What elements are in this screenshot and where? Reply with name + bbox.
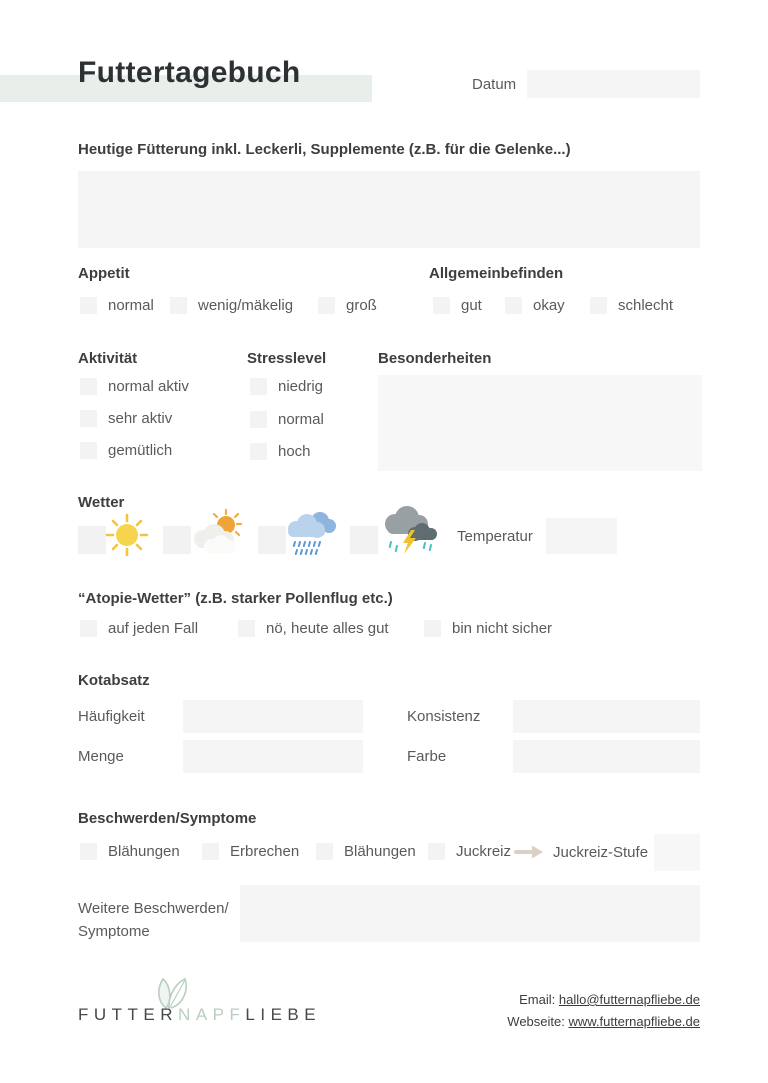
checkbox[interactable] xyxy=(318,297,335,314)
checkbox-item-blaehungen-1[interactable] xyxy=(80,843,180,860)
checkbox-item-atopie-ja[interactable] xyxy=(80,620,198,637)
checkbox-label: normal xyxy=(278,411,324,428)
checkbox-label: okay xyxy=(533,297,565,314)
checkbox-item-aktivitaet-gemuetlich[interactable] xyxy=(80,442,172,459)
checkbox[interactable] xyxy=(505,297,522,314)
checkbox-item-atopie-unsicher[interactable] xyxy=(424,620,552,637)
checkbox[interactable] xyxy=(433,297,450,314)
feeding-heading: Heutige Fütterung inkl. Leckerli, Supplemente (z.B. für die Gelenke...) xyxy=(78,141,571,158)
checkbox-label: niedrig xyxy=(278,378,324,395)
thunder-cloud-icon xyxy=(380,506,440,558)
checkbox-item-stress-niedrig[interactable] xyxy=(250,378,323,395)
checkbox-item-appetit-gross[interactable] xyxy=(318,297,377,314)
checkbox-label: gemütlich xyxy=(108,442,173,459)
kotabsatz-heading: Kotabsatz xyxy=(78,672,150,689)
checkbox-weather-thunder[interactable] xyxy=(350,526,378,554)
page-title: Futtertagebuch xyxy=(78,56,301,89)
checkbox[interactable] xyxy=(80,410,97,427)
checkbox-label: Blähungen xyxy=(108,843,180,860)
checkbox-label: sehr aktiv xyxy=(108,410,173,427)
checkbox-item-aktivitaet-sehr[interactable] xyxy=(80,410,172,427)
checkbox-item-appetit-normal[interactable] xyxy=(80,297,154,314)
checkbox[interactable] xyxy=(80,843,97,860)
checkbox-item-befinden-okay[interactable] xyxy=(505,297,565,314)
checkbox-weather-sun[interactable] xyxy=(78,526,106,554)
checkbox-label: bin nicht sicher xyxy=(452,620,553,637)
sun-icon xyxy=(104,512,150,558)
website-line xyxy=(507,1011,700,1033)
checkbox[interactable] xyxy=(250,443,267,460)
aktivitaet-heading: Aktivität xyxy=(78,350,138,367)
footer-contact xyxy=(507,989,700,1033)
arrow-right-icon xyxy=(513,844,545,860)
farbe-input[interactable] xyxy=(513,740,700,773)
stresslevel-heading: Stresslevel xyxy=(247,350,327,367)
checkbox-item-befinden-schlecht[interactable] xyxy=(590,297,673,314)
besonderheiten-heading: Besonderheiten xyxy=(378,350,492,367)
juckreiz-stufe-label: Juckreiz-Stufe xyxy=(553,844,649,861)
allgemeinbefinden-heading: Allgemeinbefinden xyxy=(429,265,564,282)
checkbox[interactable] xyxy=(80,378,97,395)
farbe-label: Farbe xyxy=(407,748,447,765)
rain-cloud-icon xyxy=(282,508,340,558)
checkbox[interactable] xyxy=(80,620,97,637)
konsistenz-label: Konsistenz xyxy=(407,708,481,725)
checkbox-label: Juckreiz xyxy=(456,843,512,860)
checkbox[interactable] xyxy=(590,297,607,314)
weitere-beschwerden-label xyxy=(78,897,229,943)
logo-part-liebe: LIEBE xyxy=(245,1005,322,1024)
checkbox-item-erbrechen[interactable] xyxy=(202,843,299,860)
checkbox-label: normal aktiv xyxy=(108,378,189,395)
date-label: Datum xyxy=(472,76,517,93)
checkbox-item-blaehungen-2[interactable] xyxy=(316,843,416,860)
checkbox-item-atopie-nein[interactable] xyxy=(238,620,389,637)
menge-label: Menge xyxy=(78,748,124,765)
checkbox-label: normal xyxy=(108,297,154,314)
feeding-textarea[interactable] xyxy=(78,171,700,248)
checkbox[interactable] xyxy=(80,297,97,314)
juckreiz-stufe-input[interactable] xyxy=(654,834,700,871)
logo-part-napf: NAPF xyxy=(178,1005,246,1024)
checkbox-label: groß xyxy=(346,297,377,314)
konsistenz-input[interactable] xyxy=(513,700,700,733)
checkbox-item-juckreiz[interactable] xyxy=(428,843,511,860)
beschwerden-heading: Beschwerden/Symptome xyxy=(78,810,257,827)
checkbox[interactable] xyxy=(202,843,219,860)
checkbox-label: Blähungen xyxy=(344,843,416,860)
sun-behind-cloud-icon xyxy=(188,508,246,558)
checkbox[interactable] xyxy=(428,843,445,860)
checkbox-item-aktivitaet-normal[interactable] xyxy=(80,378,189,395)
menge-input[interactable] xyxy=(183,740,363,773)
checkbox-label: hoch xyxy=(278,443,311,460)
checkbox-label: auf jeden Fall xyxy=(108,620,199,637)
checkbox-label: schlecht xyxy=(618,297,674,314)
checkbox[interactable] xyxy=(80,442,97,459)
checkbox[interactable] xyxy=(424,620,441,637)
checkbox[interactable] xyxy=(238,620,255,637)
checkbox-item-appetit-wenig[interactable] xyxy=(170,297,293,314)
checkbox-label: Erbrechen xyxy=(230,843,300,860)
checkbox[interactable] xyxy=(170,297,187,314)
wetter-heading: Wetter xyxy=(78,494,125,511)
checkbox[interactable] xyxy=(250,378,267,395)
checkbox-label: gut xyxy=(461,297,482,314)
checkbox-weather-partly-cloudy[interactable] xyxy=(163,526,191,554)
checkbox-item-stress-normal[interactable] xyxy=(250,411,324,428)
brand-logo xyxy=(78,1005,321,1025)
haeufigkeit-input[interactable] xyxy=(183,700,363,733)
besonderheiten-textarea[interactable] xyxy=(378,375,702,471)
weitere-beschwerden-label-line1: Weitere Beschwerden/ xyxy=(78,900,229,917)
checkbox-label: nö, heute alles gut xyxy=(266,620,389,637)
email-line xyxy=(507,989,700,1011)
temperature-input[interactable] xyxy=(546,518,617,554)
checkbox-item-stress-hoch[interactable] xyxy=(250,443,311,460)
email-label: Email: xyxy=(519,992,559,1007)
logo-part-futter: FUTTER xyxy=(78,1005,179,1024)
checkbox[interactable] xyxy=(250,411,267,428)
weitere-beschwerden-textarea[interactable] xyxy=(240,885,700,942)
temperature-label: Temperatur xyxy=(457,528,533,545)
weitere-beschwerden-label-line2: Symptome xyxy=(78,923,150,940)
appetit-heading: Appetit xyxy=(78,265,130,282)
checkbox-item-befinden-gut[interactable] xyxy=(433,297,482,314)
date-input[interactable] xyxy=(527,70,700,98)
haeufigkeit-label: Häufigkeit xyxy=(78,708,145,725)
email-link[interactable]: hallo@futternapfliebe.de xyxy=(558,992,700,1007)
checkbox-label: wenig/mäkelig xyxy=(198,297,294,314)
atopie-heading: “Atopie-Wetter” (z.B. starker Pollenflug etc.) xyxy=(78,590,393,607)
website-label: Webseite: xyxy=(507,1014,569,1029)
website-link[interactable]: www.futternapfliebe.de xyxy=(568,1014,700,1029)
checkbox[interactable] xyxy=(316,843,333,860)
